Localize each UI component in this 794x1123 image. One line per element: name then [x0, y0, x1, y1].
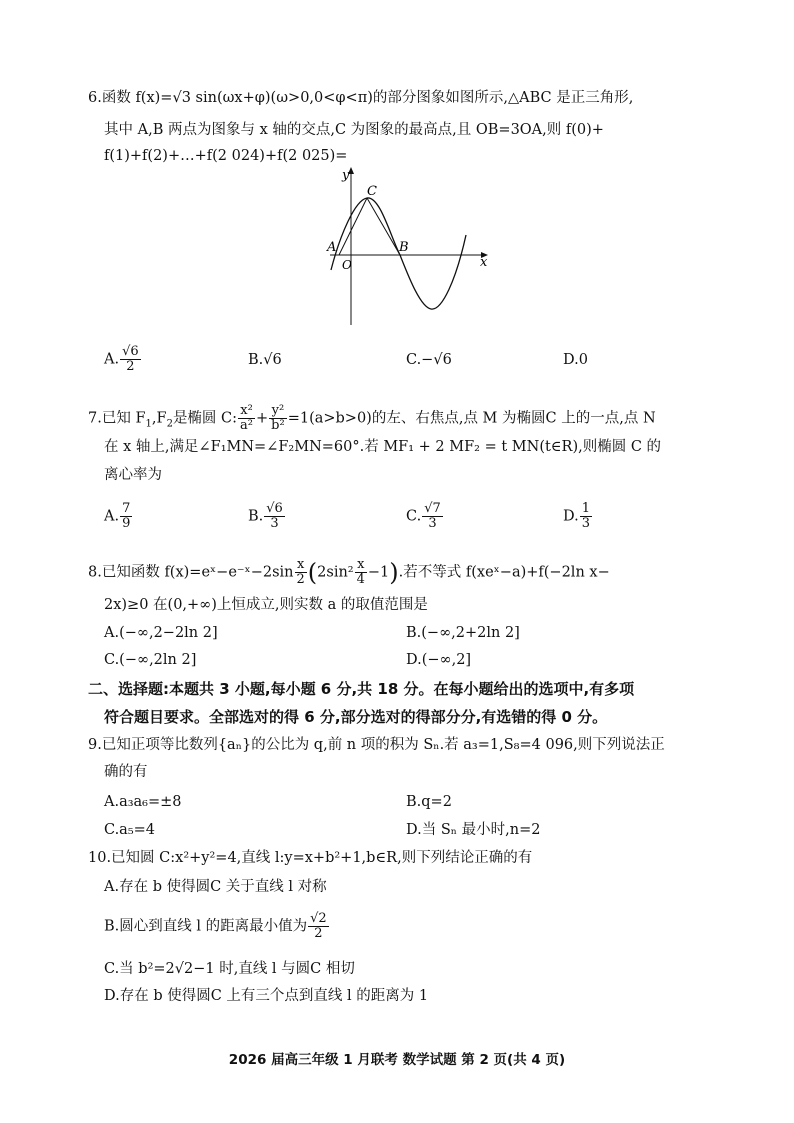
q9-line1: 9.已知正项等比数列{aₙ}的公比为 q,前 n 项的积为 Sₙ.若 a₃=1,S₈=4 096,则下列说法正	[88, 737, 665, 753]
q6-line1: 6.函数 f(x)=√3 sin(ωx+φ)(ω>0,0<φ<π)的部分图象如图所示,△ABC 是正三角形,	[88, 90, 634, 106]
section2-heading-line2: 符合题目要求。全部选对的得 6 分,部分选对的得部分分,有选错的得 0 分。	[104, 708, 608, 726]
graph-label-x: x	[480, 255, 488, 270]
q8-line2: 2x)≥0 在(0,+∞)上恒成立,则实数 a 的取值范围是	[104, 597, 428, 613]
q7-option-b: B. $\frac{√6}{3}$	[248, 501, 283, 531]
q10-option-b: B.圆心到直线 l 的距离最小值为 $\frac{√2}{2}$	[104, 911, 327, 941]
q8-option-d: D.(−∞,2]	[406, 652, 472, 668]
q8-option-c: C.(−∞,2ln 2]	[104, 652, 197, 668]
graph-label-y: y	[342, 168, 350, 183]
q8-line1: 8.已知函数 f(x)=eˣ−e⁻ˣ−2sin $\frac{x}{2}$ (2sin² $\frac{x}{4}$ −1).若不等式 f(xeˣ−a)+f(−2ln x−	[88, 557, 610, 587]
q9-option-c: C.a₅=4	[104, 822, 156, 838]
q6-option-d: D.0	[563, 352, 588, 368]
graph-label-C: C	[367, 184, 377, 199]
q6-option-c: C.−√6	[406, 352, 452, 368]
q7-option-a: A. $\frac{7}{9}$	[104, 501, 131, 531]
q8-option-b: B.(−∞,2+2ln 2]	[406, 625, 520, 641]
q6-sine-graph	[320, 165, 500, 330]
q10-option-d: D.存在 b 使得圆C 上有三个点到直线 l 的距离为 1	[104, 988, 429, 1004]
q6-option-a: A. $\frac{√6}{2}$	[104, 344, 139, 374]
q10-option-c: C.当 b²=2√2−1 时,直线 l 与圆C 相切	[104, 961, 355, 977]
page-footer: 2026 届高三年级 1 月联考 数学试题 第 2 页(共 4 页)	[228, 1052, 566, 1068]
graph-label-O: O	[342, 258, 352, 272]
q7-line3: 离心率为	[104, 467, 162, 483]
q10-line1: 10.已知圆 C:x²+y²=4,直线 l:y=x+b²+1,b∈R,则下列结论正确的有	[88, 850, 533, 866]
graph-label-B: B	[399, 240, 409, 255]
q6-option-b: B.√6	[248, 352, 282, 368]
q6-line3: f(1)+f(2)+…+f(2 024)+f(2 025)=	[104, 148, 348, 164]
q7-line1: 7.已知 $F_1,F_2$是椭圆 C: $\frac{\text{x²}}{\text{a²}}$ + $\frac{\text{y²}}{\text{b²}}$ =1(a>b>0)的左、右焦点,点 M 为椭圆C 上的一点,点 N	[88, 403, 656, 433]
q9-line2: 确的有	[104, 764, 148, 780]
q9-option-b: B.q=2	[406, 794, 452, 810]
graph-label-A: A	[327, 240, 337, 255]
q7-option-d: D. $\frac{1}{3}$	[563, 501, 590, 531]
q6-line2: 其中 A,B 两点为图象与 x 轴的交点,C 为图象的最高点,且 OB=3OA,则 f(0)+	[104, 122, 604, 138]
q9-option-a: A.a₃a₆=±8	[104, 794, 182, 810]
section2-heading-line1: 二、选择题:本题共 3 小题,每小题 6 分,共 18 分。在每小题给出的选项中,有多项	[88, 680, 635, 698]
q7-option-c: C. $\frac{√7}{3}$	[406, 501, 441, 531]
q9-option-d: D.当 Sₙ 最小时,n=2	[406, 822, 541, 838]
q10-option-a: A.存在 b 使得圆C 关于直线 l 对称	[104, 879, 327, 895]
q7-line2: 在 x 轴上,满足∠F₁MN=∠F₂MN=60°.若 MF₁ + 2 MF₂ = t MN(t∈R),则椭圆 C 的	[104, 439, 662, 455]
q8-option-a: A.(−∞,2−2ln 2]	[104, 625, 218, 641]
